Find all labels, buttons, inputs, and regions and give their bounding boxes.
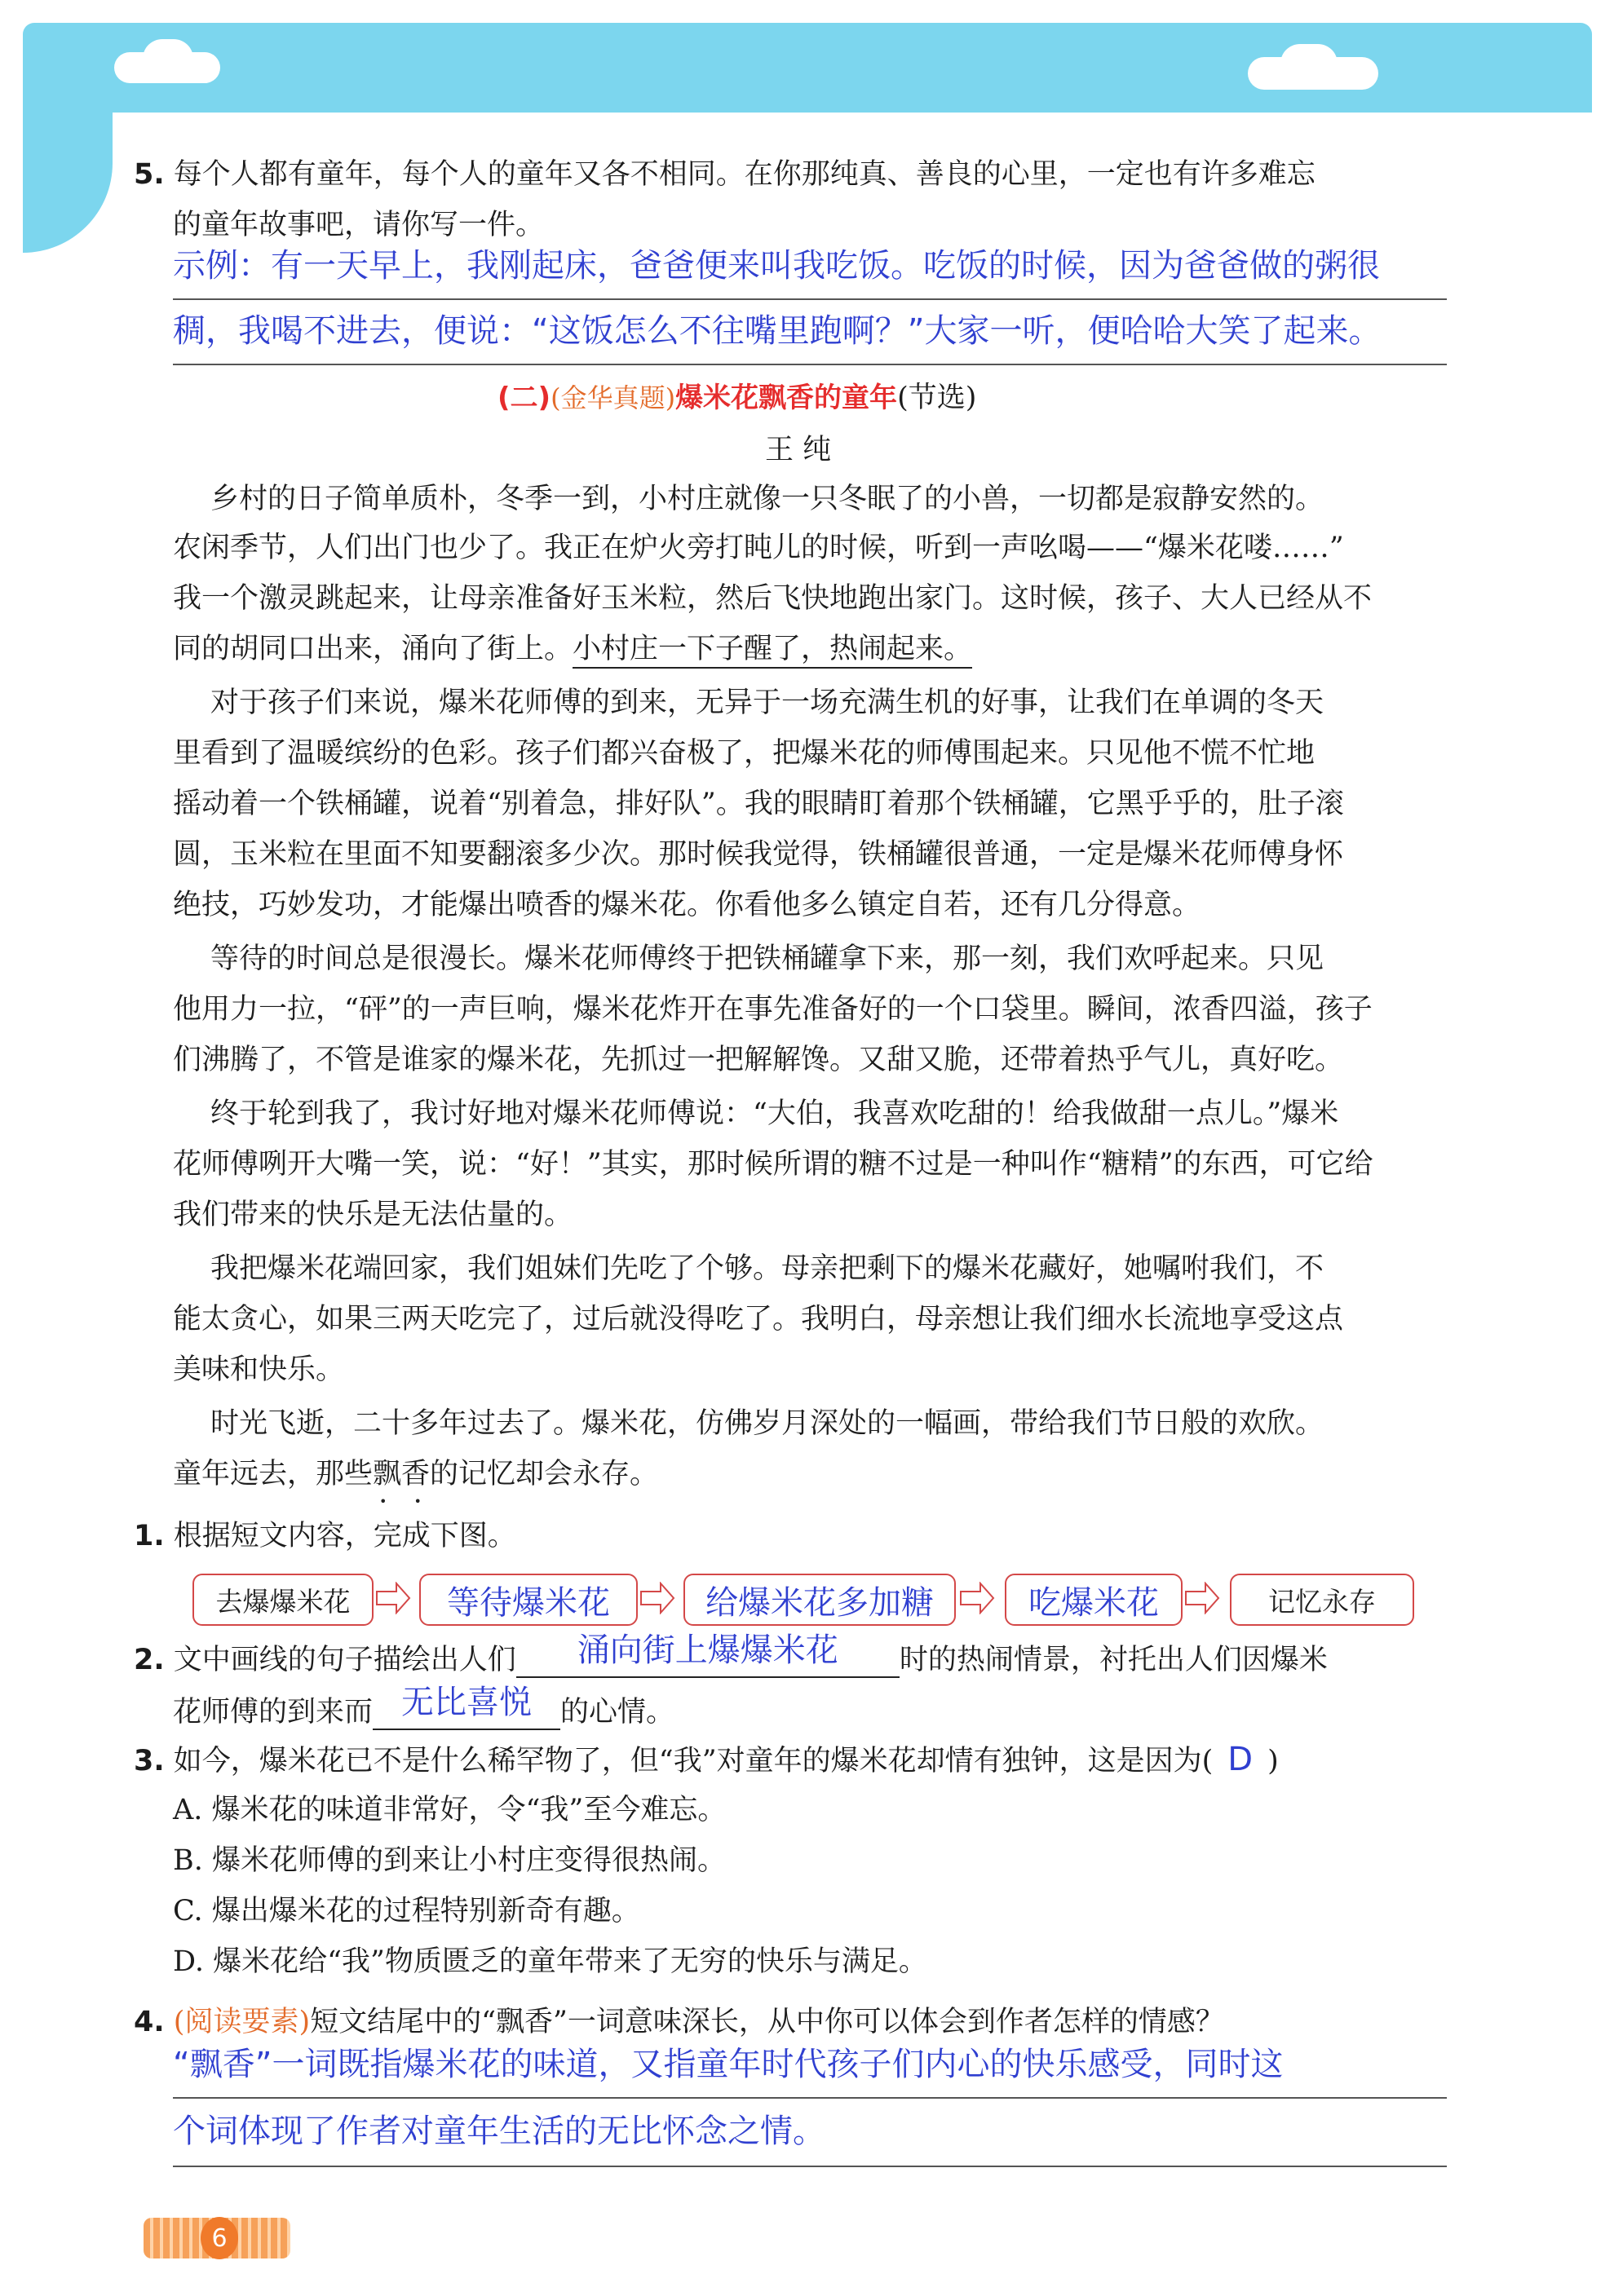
q4-tag: (阅读要素) [173,2006,311,2038]
q2-answer-1: 涌向街上爆爆米花 [577,1631,838,1669]
passage-line: 美味和快乐。 [173,1353,345,1386]
flow-step-3 [683,1574,956,1626]
passage-line: 圆，玉米粒在里面不知要翻滚多少次。那时候我觉得，铁桶罐很普通，一定是爆米花师傅身怀 [173,838,1344,871]
q3-option: D. 爆米花给“我”物质匮乏的童年带来了无穷的快乐与满足。 [173,1945,927,1978]
passage-text: 童年远去，那些 [173,1458,374,1490]
q2-text: 时的热闹情景，衬托出人们因爆米 [899,1644,1328,1676]
flow-step-2 [419,1574,638,1626]
underlined-sentence: 小村庄一下子醒了，热闹起来。 [573,633,972,669]
passage-line: 终于轮到我了，我讨好地对爆米花师傅说：“大伯，我喜欢吃甜的！给我做甜一点儿。”爆米 [210,1097,1339,1130]
flow-step-answer: 吃爆米花 [1028,1583,1159,1622]
q2-number: 2. [134,1644,165,1676]
q3-option: C. 爆出爆米花的过程特别新奇有趣。 [173,1895,640,1927]
q5-answer-line2: 稠，我喝不进去，便说：“这饭怎么不往嘴里跑啊？”大家一听，便哈哈大笑了起来。 [173,312,1382,350]
page-number: 6 [201,2217,238,2259]
q1-prompt-text: 根据短文内容，完成下图。 [173,1520,516,1552]
arrow-right-icon [639,1582,675,1614]
passage-line: 们沸腾了，不管是谁家的爆米花，先抓过一把解解馋。又甜又脆，还带着热乎气儿，真好吃。 [173,1044,1344,1076]
passage-line: 我一个激灵跳起来，让母亲准备好玉米粒，然后飞快地跑出家门。这时候，孩子、大人已经从不 [173,582,1373,615]
q4-text: 短文结尾中的“飘香”一词意味深长，从中你可以体会到作者怎样的情感？ [310,2006,1224,2038]
answer-rule [173,364,1447,365]
passage-line: 摇动着一个铁桶罐，说着“别着急，排好队”。我的眼睛盯着那个铁桶罐，它黑乎乎的，肚子滚 [173,788,1344,820]
q5-prompt-line1 [134,157,1316,192]
passage-line [173,1456,658,1492]
section-label: (二) [497,382,551,414]
emphasized-word: 飘香 • • [373,1458,430,1490]
q5-prompt-text: 每个人都有童年，每个人的童年又各不相同。在你那纯真、善良的心里，一定也有许多难忘 [173,158,1316,191]
q3-text: 如今，爆米花已不是什么稀罕物了，但“我”对童年的爆米花却情有独钟，这是因为( [173,1745,1214,1777]
q5-number: 5. [134,158,165,191]
passage-line: 对于孩子们来说，爆米花师傅的到来，无异于一场充满生机的好事，让我们在单调的冬天 [210,687,1324,719]
passage-line: 绝技，巧妙发功，才能爆出喷香的爆米花。你看他多么镇定自若，还有几分得意。 [173,889,1201,921]
passage-line: 我把爆米花端回家，我们姐妹们先吃了个够。母亲把剩下的爆米花藏好，她嘱咐我们，不 [210,1252,1324,1285]
q3-option: A. 爆米花的味道非常好，令“我”至今难忘。 [173,1794,727,1826]
arrow-right-icon [959,1582,995,1614]
q4-prompt [134,2004,1224,2040]
passage-line: 时光飞逝，二十多年过去了。爆米花，仿佛岁月深处的一幅画，带给我们节日般的欢欣。 [210,1407,1324,1440]
passage-line: 农闲季节，人们出门也少了。我正在炉火旁打盹儿的时候，听到一声吆喝——“爆米花喽……” [173,532,1344,564]
flow-step-5 [1230,1574,1414,1626]
q3-text: ) [1267,1745,1279,1777]
q4-number: 4. [134,2006,165,2038]
flow-step-4 [1005,1574,1183,1626]
q2-text: 花师傅的到来而 [173,1696,374,1729]
q5-prompt-line2: 的童年故事吧，请你写一件。 [173,209,545,241]
q2-answer-2: 无比喜悦 [401,1684,533,1721]
flow-step-answer: 给爆米花多加糖 [705,1583,934,1622]
excerpt-label: (节选) [897,382,977,414]
q1-number: 1. [134,1520,165,1552]
q2-blank-1 [516,1631,900,1678]
passage-line: 等待的时间总是很漫长。爆米花师傅终于把铁桶罐拿下来，那一刻，我们欢呼起来。只见 [210,943,1324,975]
q1-prompt [134,1518,516,1554]
passage-line [173,631,972,667]
passage-text: 同的胡同口出来，涌向了街上。 [173,633,573,665]
passage-title-row [497,380,976,416]
passage-line: 乡村的日子简单质朴，冬季一到，小村庄就像一只冬眠了的小兽，一切都是寂静安然的。 [210,483,1324,515]
q2-text: 的心情。 [560,1696,675,1729]
q2-line2 [173,1684,675,1730]
passage-text: 的记忆却会永存。 [430,1458,659,1490]
flow-step-1 [192,1574,374,1626]
q5-answer-line1: 示例：有一天早上，我刚起床，爸爸便来叫我吃饭。吃饭的时候，因为爸爸做的粥很 [173,247,1380,285]
answer-rule [173,2097,1447,2099]
passage-line: 花师傅咧开大嘴一笑，说：“好！”其实，那时候所谓的糖不过是一种叫作“糖精”的东西，可它给 [173,1148,1373,1181]
passage-line: 能太贪心，如果三两天吃完了，过后就没得吃了。我明白，母亲想让我们细水长流地享受这点 [173,1303,1344,1336]
passage-line: 他用力一拉，“砰”的一声巨响，爆米花炸开在事先准备好的一个口袋里。瞬间，浓香四溢，孩子 [173,993,1373,1026]
answer-rule [173,298,1447,300]
q2-line1 [134,1631,1328,1678]
arrow-right-icon [375,1582,411,1614]
answer-rule [173,2166,1447,2167]
passage-line: 我们带来的快乐是无法估量的。 [173,1199,573,1231]
q3-prompt [134,1742,1279,1779]
q2-blank-2 [373,1684,560,1730]
passage-title: 爆米花飘香的童年 [675,382,898,414]
q4-answer-line1: “飘香”一词既指爆米花的味道，又指童年时代孩子们内心的快乐感受，同时这 [173,2046,1284,2083]
flow-step-answer: 等待爆米花 [447,1583,610,1622]
passage-line: 里看到了温暖缤纷的色彩。孩子们都兴奋极了，把爆米花的师傅围起来。只见他不慌不忙地 [173,737,1316,770]
passage-author: 王 纯 [765,434,832,466]
q3-answer: D [1227,1741,1254,1778]
q3-option: B. 爆米花师傅的到来让小村庄变得很热闹。 [173,1844,726,1877]
source-label: (金华真题) [551,382,676,413]
flow-step-label: 记忆永存 [1268,1585,1376,1618]
arrow-right-icon [1184,1582,1220,1614]
q3-number: 3. [134,1745,165,1777]
q2-text: 文中画线的句子描绘出人们 [173,1644,516,1676]
flow-step-label: 去爆爆米花 [215,1585,351,1618]
q4-answer-line2: 个词体现了作者对童年生活的无比怀念之情。 [173,2113,825,2150]
